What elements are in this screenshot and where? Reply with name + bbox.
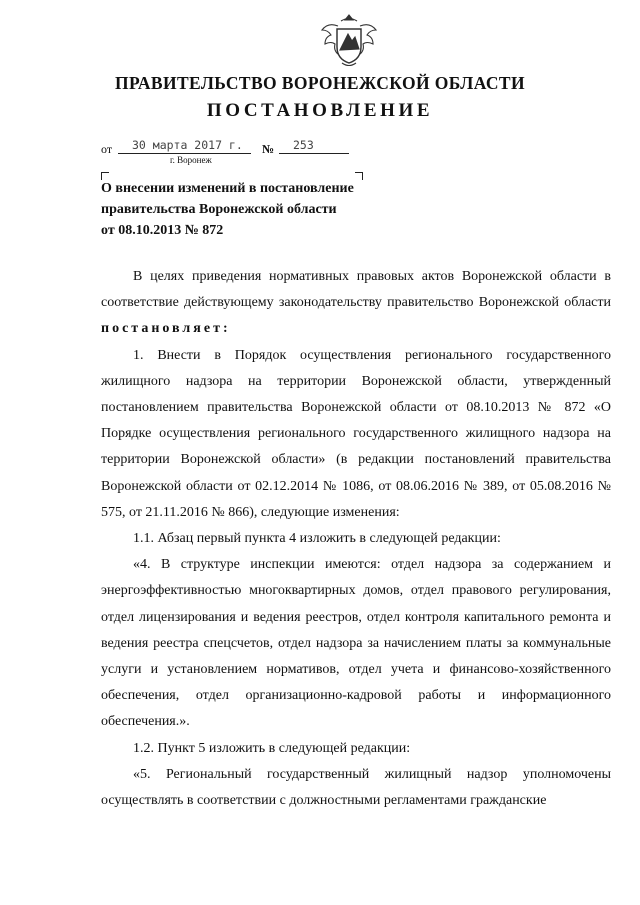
date-number-line xyxy=(101,138,361,160)
number-underline xyxy=(279,153,349,154)
document-date: 30 марта 2017 г. xyxy=(132,138,243,152)
document-number: 253 xyxy=(293,138,314,152)
paragraph-1-1: 1.1. Абзац первый пункта 4 изложить в следующей редакции: xyxy=(133,531,501,547)
city-label: г. Воронеж xyxy=(170,155,212,165)
document-subject xyxy=(101,178,401,241)
date-from-label: от xyxy=(101,142,113,156)
document-body xyxy=(101,264,611,814)
coat-of-arms-emblem xyxy=(318,12,380,70)
subject-line-3: от 08.10.2013 № 872 xyxy=(101,223,224,238)
quoted-item-5: «5. Региональный государственный жилищный надзор уполномочены осуществлять в соответствии с должностными регламентами гражданские xyxy=(101,766,611,809)
quoted-item-4: «4. В структуре инспекции имеются: отдел надзора за содержанием и энергоэффективностью многоквартирных домов, отдел правового регулирования, отдел лицензирования и ведения реестров, отдел контроля капитального ремонта и ведения реестра спецсчетов, отдел надзора за начислением платы за коммунальные услуги и установлением нормативов, отдел учета и финансово-хозяйственного обеспечения, отдел организационно-кадровой работы и информационного обеспечения.». xyxy=(101,557,611,730)
number-label: № xyxy=(262,142,275,156)
organization-title: ПРАВИТЕЛЬСТВО ВОРОНЕЖСКОЙ ОБЛАСТИ xyxy=(114,73,526,93)
subject-line-1: О внесении изменений в постановление xyxy=(101,181,354,196)
preamble-verb: постановляет: xyxy=(101,321,231,337)
document-type-title: ПОСТАНОВЛЕНИЕ xyxy=(206,100,434,121)
preamble-paragraph xyxy=(101,264,611,343)
paragraph-1-2: 1.2. Пункт 5 изложить в следующей редакции: xyxy=(133,740,411,756)
date-underline xyxy=(118,153,251,154)
subject-line-2: правительства Воронежской области xyxy=(101,202,337,217)
preamble-text: В целях приведения нормативных правовых актов Воронежской области в соответствие действующему законодательству правительство Воронежской области xyxy=(101,269,611,311)
paragraph-1: 1. Внести в Порядок осуществления регионального государственного жилищного надзора на территории Воронежской области, утвержденный постановлением правительства Воронежской области от 08.10.2013 № 872 «О Порядке осуществления регионального государственного жилищного надзора на территории Воронежской области» (в редакции постановлений правительства Воронежской области от 02.12.2014 № 1086, от 08.06.2016 № 389, от 05.08.2016 № 575, от 21.11.2016 № 866), следующие изменения: xyxy=(101,347,611,520)
